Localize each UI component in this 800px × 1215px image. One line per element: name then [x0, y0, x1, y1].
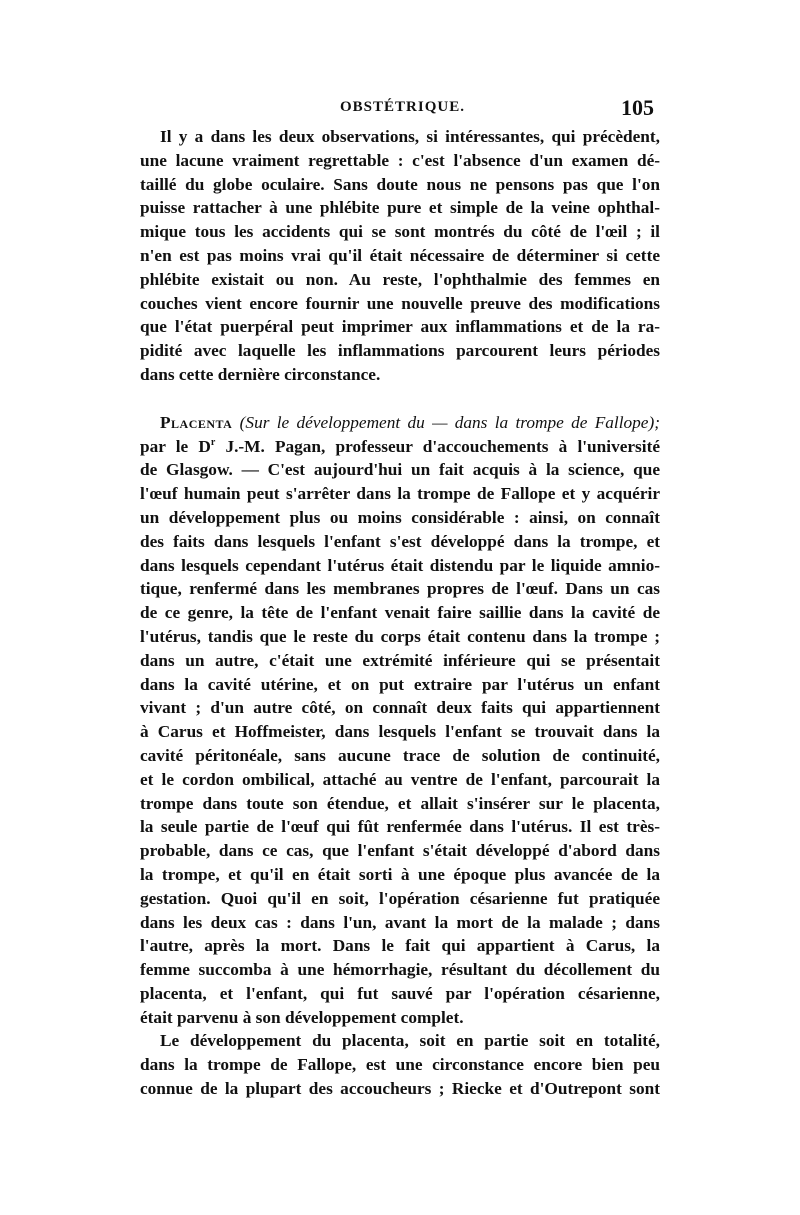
- entry-head-word: Placenta: [160, 412, 233, 432]
- text-line: connue de la plupart des accoucheurs ; Riecke et d'Outrepont sont: [140, 1079, 660, 1099]
- text-line: l'œuf humain peut s'arrêter dans la trompe de Fallope et y acquérir: [140, 484, 660, 504]
- text-line: à Carus et Hoffmeister, dans lesquels l'enfant se trouvait dans la: [140, 722, 660, 742]
- text-line: probable, dans ce cas, que l'enfant s'était développé d'abord dans: [140, 841, 660, 861]
- page-number: 105: [621, 95, 654, 120]
- text-line: Le développement du placenta, soit en partie soit en totalité,: [160, 1031, 660, 1051]
- text-line: couches vient encore fournir une nouvelle preuve des modifications: [140, 293, 660, 313]
- author-prefix: par le D: [140, 436, 211, 456]
- text-line: cavité péritonéale, sans aucune trace de solution de continuité,: [140, 745, 660, 765]
- page-header: [140, 95, 660, 125]
- entry-title-line: [140, 411, 660, 435]
- text-line: dans lesquels cependant l'utérus était distendu par le liquide amnio-: [140, 555, 660, 575]
- paragraph-gap: [140, 387, 660, 411]
- text-line: était parvenu à son développement complet.: [140, 1007, 464, 1027]
- entry-author-line: [140, 435, 660, 459]
- text-line: dans la cavité utérine, et on put extraire par l'utérus un enfant: [140, 674, 660, 694]
- text-line: et le cordon ombilical, attaché au ventre de l'enfant, parcourait la: [140, 769, 660, 789]
- text-line: la seule partie de l'œuf qui fût renfermée dans l'utérus. Il est très-: [140, 817, 660, 837]
- text-line: tique, renfermé dans les membranes propres de l'œuf. Dans un cas: [140, 579, 660, 599]
- text-line: que l'état puerpéral peut imprimer aux inflammations et de la ra-: [140, 317, 660, 337]
- running-title: OBSTÉTRIQUE.: [340, 99, 465, 115]
- text-line: phlébite existait ou non. Au reste, l'ophthalmie des femmes en: [140, 269, 660, 289]
- paragraph-developpement: [140, 1029, 660, 1100]
- text-line: dans un autre, c'était une extrémité inférieure qui se présentait: [140, 650, 660, 670]
- text-line: trompe dans toute son étendue, et allait s'insérer sur le placenta,: [140, 793, 660, 813]
- text-line: n'en est pas moins vrai qu'il était nécessaire de déterminer si cette: [140, 245, 660, 265]
- text-line: pidité avec laquelle les inflammations parcourent leurs périodes: [140, 341, 660, 361]
- text-line: une lacune vraiment regrettable : c'est l'absence d'un examen dé-: [140, 150, 660, 170]
- text-line: vivant ; d'un autre côté, on connaît deux faits qui appartiennent: [140, 698, 660, 718]
- text-line: dans la trompe de Fallope, est une circonstance encore bien peu: [140, 1055, 660, 1075]
- entry-placenta: [140, 411, 660, 1030]
- text-line: dans les deux cas : dans l'un, avant la mort de la malade ; dans: [140, 912, 660, 932]
- text-line: placenta, et l'enfant, qui fut sauvé par l'opération césarienne,: [140, 983, 660, 1003]
- text-line: des faits dans lesquels l'enfant s'est développé dans la trompe, et: [140, 531, 660, 551]
- entry-title: (Sur le développement du — dans la trompe de Fallope);: [239, 412, 660, 432]
- author-affiliation: J.-M. Pagan, professeur d'accouchements à l'université: [215, 436, 661, 456]
- text-line: puisse rattacher à une phlébite pure et simple de la veine ophthal-: [140, 198, 660, 218]
- text-line: l'utérus, tandis que le reste du corps était contenu dans la trompe ;: [140, 626, 660, 646]
- body-text: [140, 125, 660, 1101]
- text-line: de Glasgow. — C'est aujourd'hui un fait acquis à la science, que: [140, 460, 660, 480]
- text-line: un développement plus ou moins considérable : ainsi, on connaît: [140, 507, 660, 527]
- text-line: de ce genre, la tête de l'enfant venait faire saillie dans la cavité de: [140, 603, 660, 623]
- text-line: femme succomba à une hémorrhagie, résultant du décollement du: [140, 960, 660, 980]
- text-line: l'autre, après la mort. Dans le fait qui appartient à Carus, la: [140, 936, 660, 956]
- text-line: Il y a dans les deux observations, si intéressantes, qui précèdent,: [160, 127, 660, 146]
- text-line: taillé du globe oculaire. Sans doute nous ne pensons pas que l'on: [140, 174, 660, 194]
- text-line: dans cette dernière circonstance.: [140, 364, 381, 384]
- text-line: mique tous les accidents qui se sont montrés du côté de l'œil ; il: [140, 222, 660, 242]
- author-superscript: r: [210, 436, 216, 448]
- paragraph-ophthalmie: [140, 125, 660, 387]
- text-line: gestation. Quoi qu'il en soit, l'opération césarienne fut pratiquée: [140, 888, 660, 908]
- text-line: la trompe, et qu'il en était sorti à une époque plus avancée de la: [140, 864, 660, 884]
